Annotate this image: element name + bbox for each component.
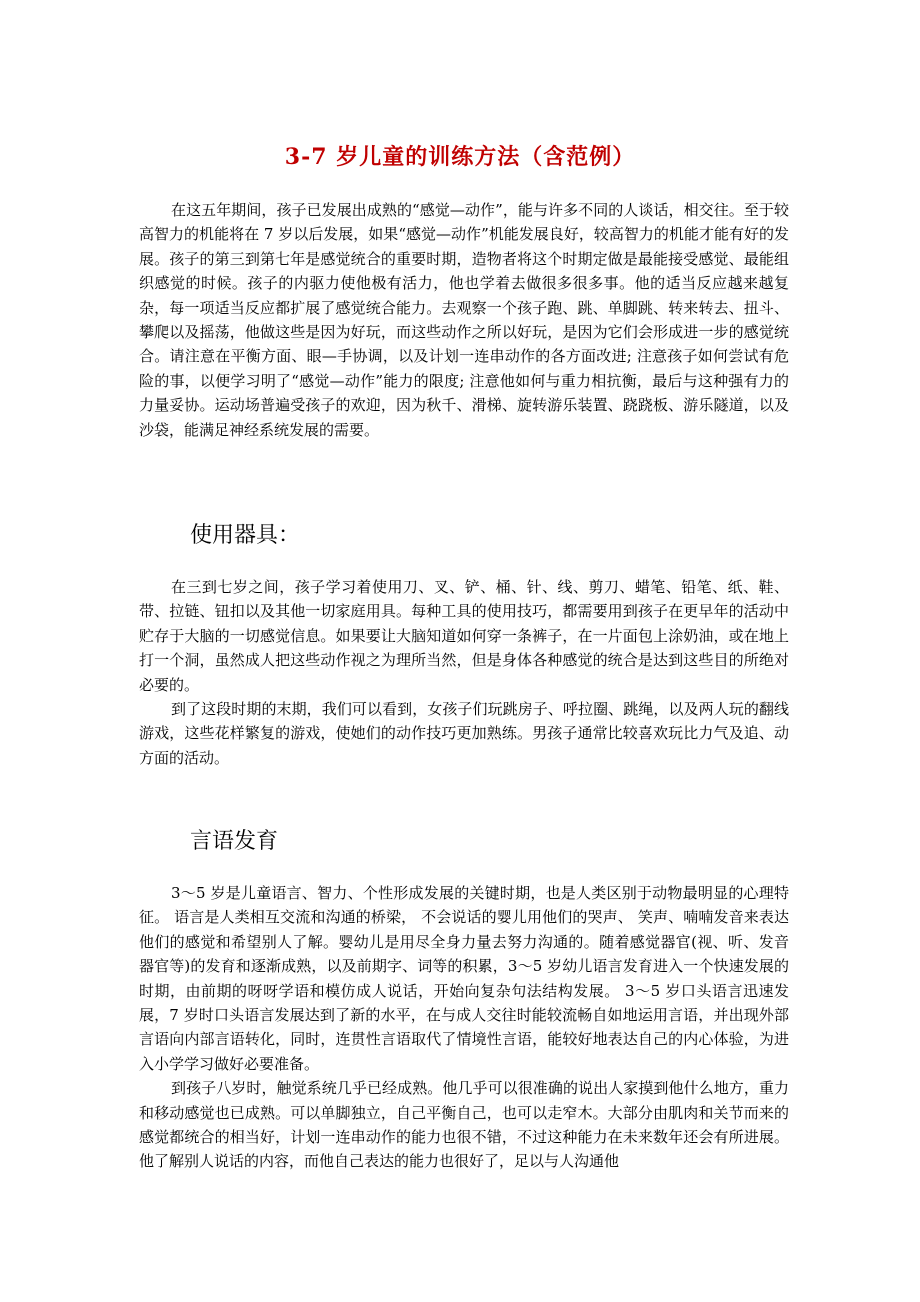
section-heading-language: 言语发育 xyxy=(190,829,279,854)
paragraph: 到了这段时期的末期，我们可以看到，女孩子们玩跳房子、呼拉圈、跳绳，以及两人玩的翻线游戏，这些花样繁复的游戏，使她们的动作技巧更加熟练。男孩子通常比较喜欢玩比力气及追、动方面的活动。 xyxy=(139,700,789,767)
paragraph: 在这五年期间，孩子已发展出成熟的“感觉—动作”，能与许多不同的人谈话，相交往。至于较高智力的机能将在 7 岁以后发展，如果“感觉—动作”机能发展良好，较高智力的机能才能有好的发展。孩子的第三到第七年是感觉统合的重要时期，造物者将这个时期定做是最能接受感觉、最能组织感觉的时候。孩子的内驱力使他极有活力，他也学着去做很多很多事。他的适当反应越来越复杂，每一项适当反应都扩展了感觉统合能力。去观察一个孩子跑、跳、单脚跳、转来转去、扭斗、攀爬以及摇荡，他做这些是因为好玩，而这些动作之所以好玩，是因为它们会形成进一步的感觉统合。请注意在平衡方面、眼—手协调，以及计划一连串动作的各方面改进; 注意孩子如何尝试有危险的事，以便学习明了“感觉—动作”能力的限度; 注意他如何与重力相抗衡，最后与这种强有力的力量妥协。运动场普遍受孩子的欢迎，因为秋千、滑梯、旋转游乐装置、跷跷板、游乐隧道，以及沙袋，能满足神经系统发展的需要。 xyxy=(139,201,789,439)
paragraph: 3～5 岁是儿童语言、智力、个性形成发展的关键时期，也是人类区别于动物最明显的心理特征。 语言是人类相互交流和沟通的桥梁， 不会说话的婴儿用他们的哭声、 笑声、喃喃发音来表达他们的感觉和希望别人了解。婴幼儿是用尽全身力量去努力沟通的。随着感觉器官(视、听、发音器官等)的发育和逐渐成熟，以及前期字、词等的积累，3～5 岁幼儿语言发育进入一个快速发展的时期，由前期的呀呀学语和模仿成人说话，开始向复杂句法结构发展。 3～5 岁口头语言迅速发展，7 岁时口头语言发展达到了新的水平，在与成人交往时能较流畅自如地运用言语，并出现外部言语向内部言语转化，同时，连贯性言语取代了情境性言语，能较好地表达自己的内心体验，为进入小学学习做好必要准备。 xyxy=(139,884,789,1073)
intro-section xyxy=(139,198,789,442)
language-section xyxy=(139,881,789,1174)
paragraph: 到孩子八岁时，触觉系统几乎已经成熟。他几乎可以很准确的说出人家摸到他什么地方，重力和移动感觉也已成熟。可以单脚独立，自己平衡自己，也可以走窄木。大部分由肌肉和关节而来的感觉都统合的相当好，计划一连串动作的能力也很不错，不过这种能力在未来数年还会有所进展。他了解别人说话的内容，而他自己表达的能力也很好了，足以与人沟通他 xyxy=(139,1079,789,1171)
section-heading-tools: 使用器具： xyxy=(190,523,301,548)
paragraph: 在三到七岁之间，孩子学习着使用刀、叉、铲、桶、针、线、剪刀、蜡笔、铅笔、纸、鞋、带、拉链、钮扣以及其他一切家庭用具。每种工具的使用技巧，都需要用到孩子在更早年的活动中贮存于大脑的一切感觉信息。如果要让大脑知道如何穿一条裤子，在一片面包上涂奶油，或在地上打一个洞，虽然成人把这些动作视之为理所当然，但是身体各种感觉的统合是达到这些目的所绝对必要的。 xyxy=(139,578,789,694)
document-title: 3-7 岁儿童的训练方法（含范例） xyxy=(284,144,636,170)
tools-section xyxy=(139,575,789,770)
